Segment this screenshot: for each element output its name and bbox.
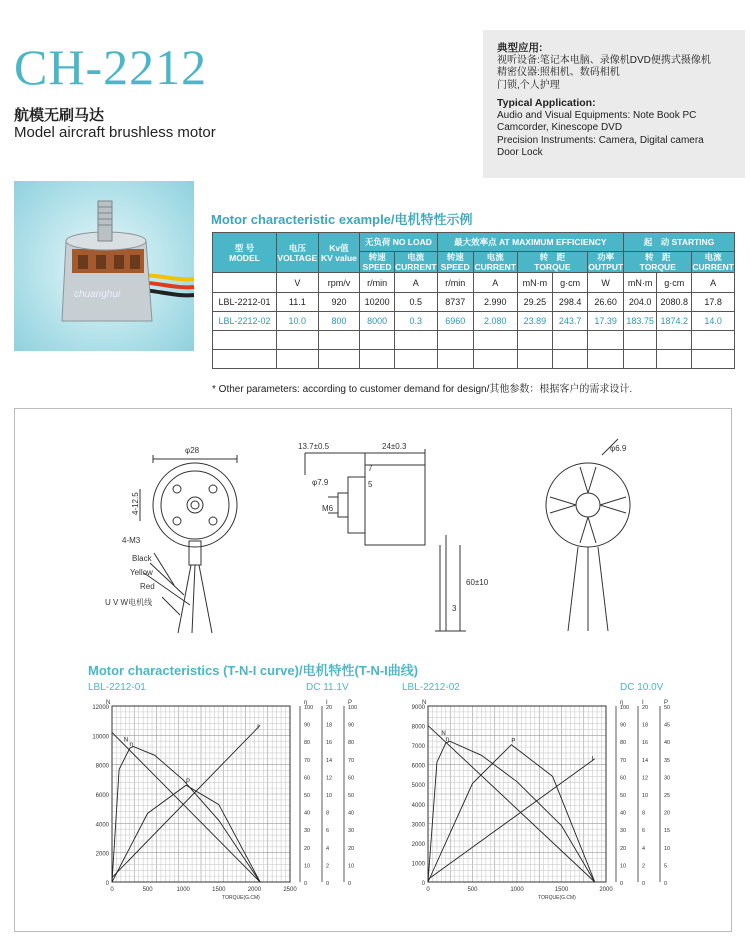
right-axis-tick: 50 — [664, 705, 671, 711]
right-axis-tick: 10 — [642, 793, 649, 799]
cell: 183.75 — [624, 312, 657, 331]
cell: 2.080 — [473, 312, 517, 331]
x-tick-label: 500 — [467, 887, 478, 893]
right-axis-tick: 20 — [348, 845, 355, 852]
x-tick-label: 1000 — [176, 887, 190, 893]
cell: 243.7 — [553, 312, 588, 331]
unit-cell: A — [473, 273, 517, 293]
cell: 920 — [318, 293, 360, 312]
right-axis-header: P — [664, 700, 669, 706]
th-current: 电流 CURRENT — [474, 252, 517, 272]
right-axis-tick: 30 — [304, 828, 311, 835]
right-axis-tick: 10 — [620, 863, 627, 870]
right-axis-tick: 25 — [664, 793, 671, 799]
y-tick-label: 1000 — [411, 861, 425, 868]
curve-section-title: Motor characteristics (T-N-I curve)/电机特性(T-N-I曲线) — [88, 663, 419, 678]
subtitle-chinese: 航模无刷马达 — [14, 107, 105, 124]
spec-table — [212, 232, 735, 369]
unit-cell: g·cm — [657, 273, 692, 293]
chart2-name: LBL-2212-02 — [402, 682, 460, 693]
table-row-empty — [213, 331, 735, 350]
right-axis-tick: 0 — [304, 881, 308, 887]
chart1-name: LBL-2212-01 — [88, 682, 146, 693]
series-label: I — [591, 756, 594, 763]
dim-phi69: φ6.9 — [610, 444, 627, 453]
right-axis-tick: 0 — [664, 881, 668, 887]
right-axis-tick: 35 — [664, 757, 671, 764]
unit-cell: A — [692, 273, 735, 293]
cell: 10.0 — [276, 312, 318, 331]
cell: 10200 — [360, 293, 395, 312]
right-axis-tick: 10 — [664, 845, 671, 852]
series-label: N — [123, 737, 129, 744]
cell: 1874.2 — [657, 312, 692, 331]
right-axis-tick: 40 — [664, 740, 671, 747]
units-row — [213, 273, 735, 293]
x-axis-label: TORQUE(G.CM) — [222, 895, 260, 901]
right-axis-tick: 6 — [642, 828, 646, 835]
right-axis-tick: 90 — [348, 722, 355, 729]
y-tick-label: 9000 — [411, 705, 425, 711]
chart1-dc: DC 11.1V — [306, 682, 349, 693]
unit-cell: mN·m — [624, 273, 657, 293]
right-axis-tick: 30 — [664, 775, 671, 782]
table-row — [213, 293, 735, 312]
y-tick-label: 5000 — [411, 783, 425, 790]
th-torque: 转 距 TORQUE — [517, 252, 588, 273]
right-axis-tick: 60 — [620, 775, 627, 782]
right-axis-tick: 4 — [326, 845, 330, 852]
application-en-title: Typical Application: — [497, 97, 596, 109]
right-axis-tick: 18 — [326, 722, 333, 729]
right-axis-header: I — [326, 700, 328, 706]
th-kv: Kv值 KV value — [318, 233, 360, 273]
cell: 800 — [318, 312, 360, 331]
y-tick-label: 6000 — [411, 763, 425, 770]
y-tick-label: 8000 — [411, 724, 425, 731]
unit-cell: rpm/v — [318, 273, 360, 293]
subtitle-english: Model aircraft brushless motor — [14, 124, 216, 141]
axis-n-label: N — [422, 700, 427, 706]
application-cn-line: 精密仪器:照相机、数码相机 — [497, 67, 620, 78]
wire-yellow: Yellow — [130, 568, 153, 577]
right-axis-tick: 14 — [326, 757, 333, 764]
th-speed: 转速 SPEED — [437, 252, 473, 273]
x-tick-label: 2500 — [283, 887, 297, 893]
y-tick-label: 4000 — [95, 822, 109, 829]
right-axis-tick: 0 — [326, 881, 330, 887]
right-axis-tick: 80 — [304, 740, 311, 747]
y-tick-label: 12000 — [92, 705, 109, 711]
dim-diameter: φ28 — [185, 446, 200, 455]
application-box — [483, 30, 745, 178]
product-model-title: CH-2212 — [14, 39, 208, 95]
x-tick-label: 1500 — [554, 887, 569, 893]
right-axis-header: P — [348, 700, 353, 706]
table-row-empty — [213, 350, 735, 369]
side-view-body — [365, 465, 425, 545]
right-axis-tick: 16 — [642, 740, 649, 747]
right-axis-tick: 6 — [326, 828, 330, 835]
th-model: 型 号 MODEL — [213, 233, 277, 273]
y-tick-label: 2000 — [411, 841, 425, 848]
th-maxeff: 最大效率点 AT MAXIMUM EFFICIENCY — [437, 233, 624, 252]
right-axis-tick: 50 — [620, 793, 627, 799]
right-axis-header: I — [642, 700, 644, 706]
dim-7: 7 — [368, 464, 373, 473]
th-current: 电流 CURRENT — [394, 252, 437, 272]
right-axis-tick: 0 — [642, 881, 646, 887]
cell: 23.89 — [517, 312, 553, 331]
x-tick-label: 1500 — [212, 887, 226, 893]
right-axis-tick: 10 — [304, 863, 311, 870]
right-axis-tick: 30 — [348, 828, 355, 835]
y-tick-label: 2000 — [95, 851, 109, 858]
technical-drawing — [105, 435, 670, 645]
right-axis-tick: 100 — [348, 705, 358, 711]
right-axis-tick: 8 — [326, 810, 330, 817]
right-axis-tick: 40 — [304, 810, 311, 817]
unit-cell: g·cm — [553, 273, 588, 293]
right-axis-tick: 60 — [348, 775, 355, 782]
table-row — [213, 312, 735, 331]
right-axis-tick: 8 — [642, 810, 646, 817]
series-label: P — [511, 738, 516, 745]
cell: 8737 — [437, 293, 473, 312]
chart2-svg — [402, 696, 692, 914]
cell: 26.60 — [588, 293, 624, 312]
chart1-svg — [86, 696, 376, 914]
series-label: I — [257, 724, 259, 731]
wire-red: Red — [140, 582, 155, 591]
right-axis-tick: 10 — [326, 793, 333, 799]
dim-13-7: 13.7±0.5 — [298, 442, 330, 451]
cell: 2080.8 — [657, 293, 692, 312]
dim-60: 60±10 — [466, 578, 489, 587]
cell: 0.3 — [394, 312, 437, 331]
photo-brand-text: chuanghui — [74, 289, 121, 300]
th-current: 电流 CURRENT — [692, 252, 734, 272]
right-axis-tick: 90 — [620, 722, 627, 729]
right-axis-tick: 80 — [348, 740, 355, 747]
x-tick-label: 2000 — [247, 887, 262, 893]
dim-3: 3 — [452, 604, 457, 613]
unit-cell: r/min — [360, 273, 395, 293]
th-voltage: 电压 VOLTAGE — [276, 233, 318, 273]
right-axis-tick: 30 — [620, 828, 627, 835]
series-label: η — [445, 736, 450, 743]
cell: 298.4 — [553, 293, 588, 312]
unit-cell: W — [588, 273, 624, 293]
right-axis-tick: 5 — [664, 863, 668, 870]
right-axis-tick: 12 — [326, 775, 333, 782]
cell: 0.5 — [394, 293, 437, 312]
right-axis-tick: 50 — [304, 793, 311, 799]
x-tick-label: 0 — [110, 887, 114, 893]
y-tick-label: 7000 — [411, 744, 425, 751]
cell: LBL-2212-01 — [213, 293, 277, 312]
right-axis-tick: 90 — [304, 722, 311, 729]
cell: LBL-2212-02 — [213, 312, 277, 331]
dim-5: 5 — [368, 480, 373, 489]
application-en-line: Camcorder, Kinescope DVD — [497, 122, 623, 133]
note-text: * Other parameters: according to customer demand for design/其他参数：根据客户的需求设计. — [212, 384, 633, 395]
front-view-outline — [153, 463, 237, 547]
right-axis-tick: 16 — [326, 740, 333, 747]
right-axis-tick: 2 — [326, 863, 330, 870]
table-title: Motor characteristic example/电机特性示例 — [211, 212, 473, 227]
y-tick-label: 4000 — [411, 802, 425, 809]
series-label: η — [129, 742, 134, 749]
motor-photo — [14, 181, 194, 351]
y-tick-label: 3000 — [411, 822, 425, 829]
dim-hole-spacing: 4-12.5 — [131, 492, 140, 515]
x-tick-label: 0 — [426, 887, 430, 893]
x-tick-label: 1000 — [510, 887, 524, 893]
wire-uvw: U V W电机线 — [105, 598, 153, 607]
right-axis-tick: 14 — [642, 757, 649, 764]
right-axis-tick: 0 — [348, 881, 352, 887]
dim-m6: M6 — [322, 504, 334, 513]
right-axis-tick: 20 — [664, 810, 671, 817]
application-en-line: Precision Instruments: Camera, Digital camera — [497, 134, 704, 146]
application-en-line: Door Lock — [497, 147, 543, 158]
unit-cell: V — [276, 273, 318, 293]
x-tick-label: 500 — [142, 887, 153, 893]
right-axis-tick: 100 — [304, 705, 314, 711]
right-axis-tick: 18 — [642, 722, 649, 729]
cell: 204.0 — [624, 293, 657, 312]
y-tick-label: 0 — [421, 881, 425, 887]
application-en-line: Audio and Visual Equipments: Note Book PC — [497, 109, 697, 121]
right-axis-tick: 60 — [304, 775, 311, 782]
cell: 6960 — [437, 312, 473, 331]
right-axis-tick: 70 — [304, 757, 311, 764]
right-axis-tick: 12 — [642, 775, 649, 782]
right-axis-tick: 0 — [620, 881, 624, 887]
th-starting: 起 动 STARTING — [624, 233, 735, 252]
y-tick-label: 10000 — [92, 734, 109, 741]
series-label: N — [441, 731, 446, 738]
axis-n-label: N — [106, 700, 111, 706]
right-axis-tick: 40 — [620, 810, 627, 817]
series-label: P — [186, 779, 191, 786]
application-cn-line: 门锁,个人护理 — [497, 79, 560, 91]
cell: 29.25 — [517, 293, 553, 312]
right-axis-tick: 20 — [326, 705, 333, 711]
cell: 17.8 — [692, 293, 735, 312]
application-cn-title: 典型应用: — [497, 42, 543, 54]
right-axis-header: η — [304, 700, 308, 706]
cell: 8000 — [360, 312, 395, 331]
right-axis-tick: 20 — [304, 845, 311, 852]
right-axis-tick: 50 — [348, 793, 355, 799]
cell: 2.990 — [473, 293, 517, 312]
th-noload: 无负荷 NO LOAD — [360, 233, 437, 252]
dim-24: 24±0.3 — [382, 442, 407, 451]
right-axis-tick: 45 — [664, 722, 671, 729]
right-axis-tick: 70 — [620, 757, 627, 764]
right-axis-tick: 80 — [620, 740, 627, 747]
unit-cell: A — [394, 273, 437, 293]
x-axis-label: TORQUE(G.CM) — [538, 895, 576, 901]
rear-view-outline — [546, 463, 630, 547]
right-axis-tick: 4 — [642, 845, 646, 852]
y-tick-label: 0 — [105, 881, 109, 887]
right-axis-tick: 10 — [348, 863, 355, 870]
right-axis-tick: 2 — [642, 863, 646, 870]
cell: 11.1 — [276, 293, 318, 312]
th-torque: 转 距 TORQUE — [624, 252, 692, 273]
dim-phi79: φ7.9 — [312, 478, 329, 487]
cell: 17.39 — [588, 312, 624, 331]
right-axis-tick: 15 — [664, 828, 671, 835]
right-axis-tick: 20 — [642, 705, 649, 711]
unit-cell: r/min — [437, 273, 473, 293]
y-tick-label: 6000 — [95, 793, 109, 799]
right-axis-tick: 40 — [348, 810, 355, 817]
th-output: 功率 OUTPUT — [588, 252, 624, 272]
wire-black: Black — [132, 554, 152, 563]
th-speed: 转速 SPEED — [360, 252, 395, 273]
right-axis-tick: 100 — [620, 705, 630, 711]
unit-cell: mN·m — [517, 273, 553, 293]
right-axis-header: η — [620, 700, 624, 706]
y-tick-label: 8000 — [95, 763, 109, 770]
chart2-dc: DC 10.0V — [620, 682, 664, 693]
dim-m3: 4-M3 — [122, 536, 141, 545]
right-axis-tick: 70 — [348, 757, 355, 764]
right-axis-tick: 20 — [620, 845, 627, 852]
x-tick-label: 2000 — [599, 887, 613, 893]
application-cn-line: 视听设备:笔记本电脑、录像机DVD便携式摄像机 — [497, 54, 711, 66]
cell: 14.0 — [692, 312, 735, 331]
